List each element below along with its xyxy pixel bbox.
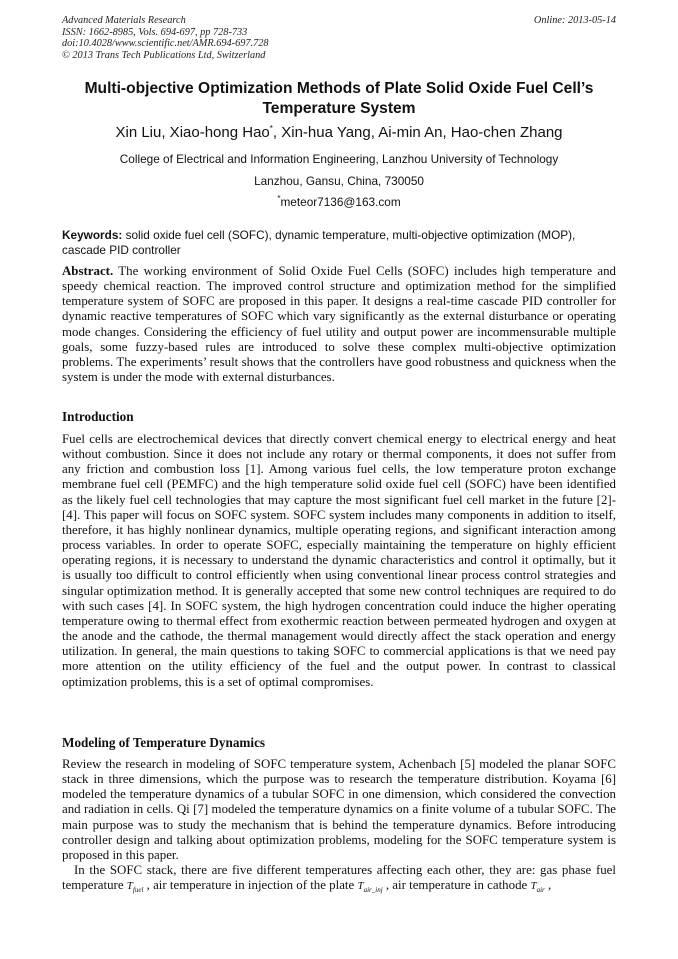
modeling-paragraph-2 bbox=[62, 863, 616, 894]
modeling-p2-d: , bbox=[544, 878, 552, 893]
air-injection-temperature-symbol: $T_{air\_inj}$ bbox=[357, 880, 383, 895]
online-date: Online: 2013-05-14 bbox=[533, 15, 616, 26]
keywords-label: Keywords: bbox=[62, 228, 123, 242]
modeling-p2-a: In the SOFC stack, there are five different temperatures affecting each other, they are: gas phase fuel temperature bbox=[62, 863, 616, 893]
modeling-p2-b: , air temperature in injection of the plate bbox=[143, 878, 358, 893]
authors-part-1: Xin Liu, Xiao-hong Hao bbox=[115, 124, 270, 141]
author-email bbox=[62, 195, 616, 209]
authors-part-2: , Xin-hua Yang, Ai-min An, Hao-chen Zhang bbox=[272, 124, 563, 141]
modeling-text: Review the research in modeling of SOFC temperature system, Achenbach [5] modeled the planar SOFC stack in three dimensions, which the purpose was to research the temperature distribution. Koyama [6] modeled the temperature dynamics of a tubular SOFC in one dimension, which considered the convection and radiation in cells. Qi [7] modeled the temperature dynamics on a finite volume of a tubular SOFC. The main purpose was to study the mechanism that is behind the temperature dynamics. Before introducing controller design and talking about optimization problems, modeling for the SOFC temperature system is proposed in this paper. bbox=[62, 757, 616, 862]
abstract-text: The working environment of Solid Oxide Fuel Cells (SOFC) includes high temperature and speedy chemical reaction. The improved control structure and optimization method for the simplified temperature system of SOFC are proposed in this paper. It designs a real-time cascade PID controller for dynamic reactive temperatures of SOFC which vary significantly as the external disturbance or operating mode changes. Considering the efficiency of fuel utility and output power are incommensurable multiple goals, some fuzzy-based rules are introduced to solve these complex multi-objective optimization problems. The experiments’ result shows that the controllers have good robustness and quickness when the system is under the mode with external disturbances. bbox=[62, 264, 616, 385]
air-cathode-temperature-symbol: $T_{air}$ bbox=[530, 880, 545, 895]
keywords bbox=[62, 228, 616, 257]
email-address: meteor7136@163.com bbox=[280, 195, 401, 209]
affiliation-line-2: Lanzhou, Gansu, China, 730050 bbox=[254, 174, 424, 188]
abstract-label: Abstract. bbox=[62, 264, 114, 278]
modeling-p2-c: , air temperature in cathode bbox=[382, 878, 531, 893]
keywords-text: solid oxide fuel cell (SOFC), dynamic temperature, multi-objective optimization (MOP), cascade PID controller bbox=[62, 228, 576, 257]
introduction-heading: Introduction bbox=[62, 409, 134, 424]
corresponding-mark: * bbox=[269, 124, 273, 133]
journal-header bbox=[62, 15, 616, 61]
issn-line: ISSN: 1662-8985, Vols. 694-697, pp 728-733 bbox=[62, 26, 248, 38]
paper-title: Multi-objective Optimization Methods of Plate Solid Oxide Fuel Cell’s Temperature System bbox=[84, 80, 594, 117]
doi-line: doi:10.4028/www.scientific.net/AMR.694-697.728 bbox=[62, 38, 269, 50]
author-list bbox=[62, 123, 616, 143]
modeling-heading: Modeling of Temperature Dynamics bbox=[62, 735, 266, 750]
journal-name: Advanced Materials Research bbox=[62, 15, 186, 26]
email-mark: * bbox=[277, 194, 281, 204]
introduction-text: Fuel cells are electrochemical devices that directly convert chemical energy to electrical energy and heat without combustion. Since it does not include any rotary or thermal components, it does not suffer from any friction and combustion loss [1]. Among various fuel cells, the low temperature proton exchange membrane fuel cell (PEMFC) and the high temperature solid oxide fuel cell (SOFC) have been identified as the likely fuel cell technologies that may capture the most significant fuel cell market in the future [2]-[4]. This paper will focus on SOFC system. SOFC system includes many components in addition to itself, therefore, it has highly nonlinear dynamics, multiple operating regions, and significant interaction among process variables. In order to operate SOFC, especially maintaining the temperature on highly efficient operating regions, it is necessary to understand the dynamic characteristics and control it optimally, but it is usually too difficult to control efficiently when using conventional linear process control strategies and singular optimization method. It is generally accepted that some new control techniques are required to do with such cases [4]. In SOFC system, the high hydrogen concentration could induce the higher operating temperature owing to thermal effect from exothermic reaction between permeated hydrogen and oxygen at the anode and the cathode, the thermal management would directly affect the stack operation and energy utilization. In general, the main questions to taking SOFC to commercial applications is that we need pay more attention on the utility efficiency of the fuel and the output power. In contrast to classical optimization problems, this is a set of optimal compromises. bbox=[62, 432, 616, 689]
affiliation-line-1: College of Electrical and Information Engineering, Lanzhou University of Technology bbox=[119, 152, 559, 166]
abstract bbox=[62, 264, 616, 385]
copyright-line: © 2013 Trans Tech Publications Ltd, Switzerland bbox=[62, 49, 266, 61]
fuel-temperature-symbol: $T_{fuel}$ bbox=[126, 880, 144, 895]
